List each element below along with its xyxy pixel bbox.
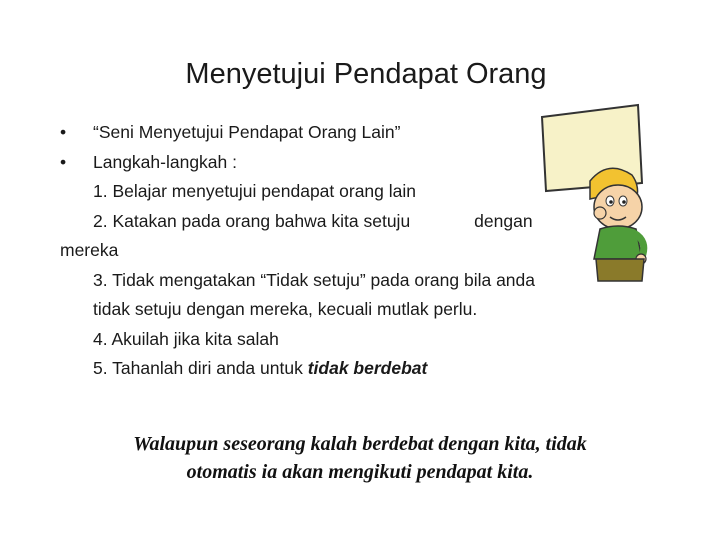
step-1-text: 1. Belajar menyetujui pendapat orang lain (93, 181, 416, 201)
step-2-text-end: dengan (474, 210, 533, 231)
step-5-emphasis: tidak berdebat (307, 358, 428, 378)
step-3-continued: tidak setuju dengan mereka, kecuali mutlak perlu. (93, 299, 478, 319)
steps-list (60, 177, 605, 384)
step-5 (93, 354, 605, 384)
bullet-text: “Seni Menyetujui Pendapat Orang Lain” (93, 122, 401, 142)
closing-quote-line-1: Walaupun seseorang kalah berdebat dengan kita, tidak (133, 433, 587, 455)
closing-quote-line-2: otomatis ia akan mengikuti pendapat kita. (186, 461, 534, 483)
closing-quote (60, 430, 660, 486)
step-2-text: 2. Katakan pada orang bahwa kita setuju (93, 210, 411, 231)
bullet-dot-icon: • (60, 122, 67, 142)
step-1 (93, 177, 605, 207)
boy-holding-sign-icon (530, 95, 650, 285)
bullet-item (60, 118, 605, 148)
bullet-list (60, 118, 605, 384)
step-5-text: 5. Tahanlah diri anda untuk (93, 358, 308, 378)
bullet-item (60, 148, 605, 178)
bullet-text: Langkah-langkah : (93, 151, 237, 172)
step-2 (93, 207, 605, 237)
slide-title: Menyetujui Pendapat Orang (185, 58, 547, 90)
bullet-dot-icon: • (60, 151, 67, 172)
step-3: 3. Tidak mengatakan “Tidak setuju” pada orang bila anda (93, 269, 535, 290)
step-4: 4. Akuilah jika kita salah (93, 328, 279, 349)
step-2-continued: mereka (60, 240, 119, 260)
